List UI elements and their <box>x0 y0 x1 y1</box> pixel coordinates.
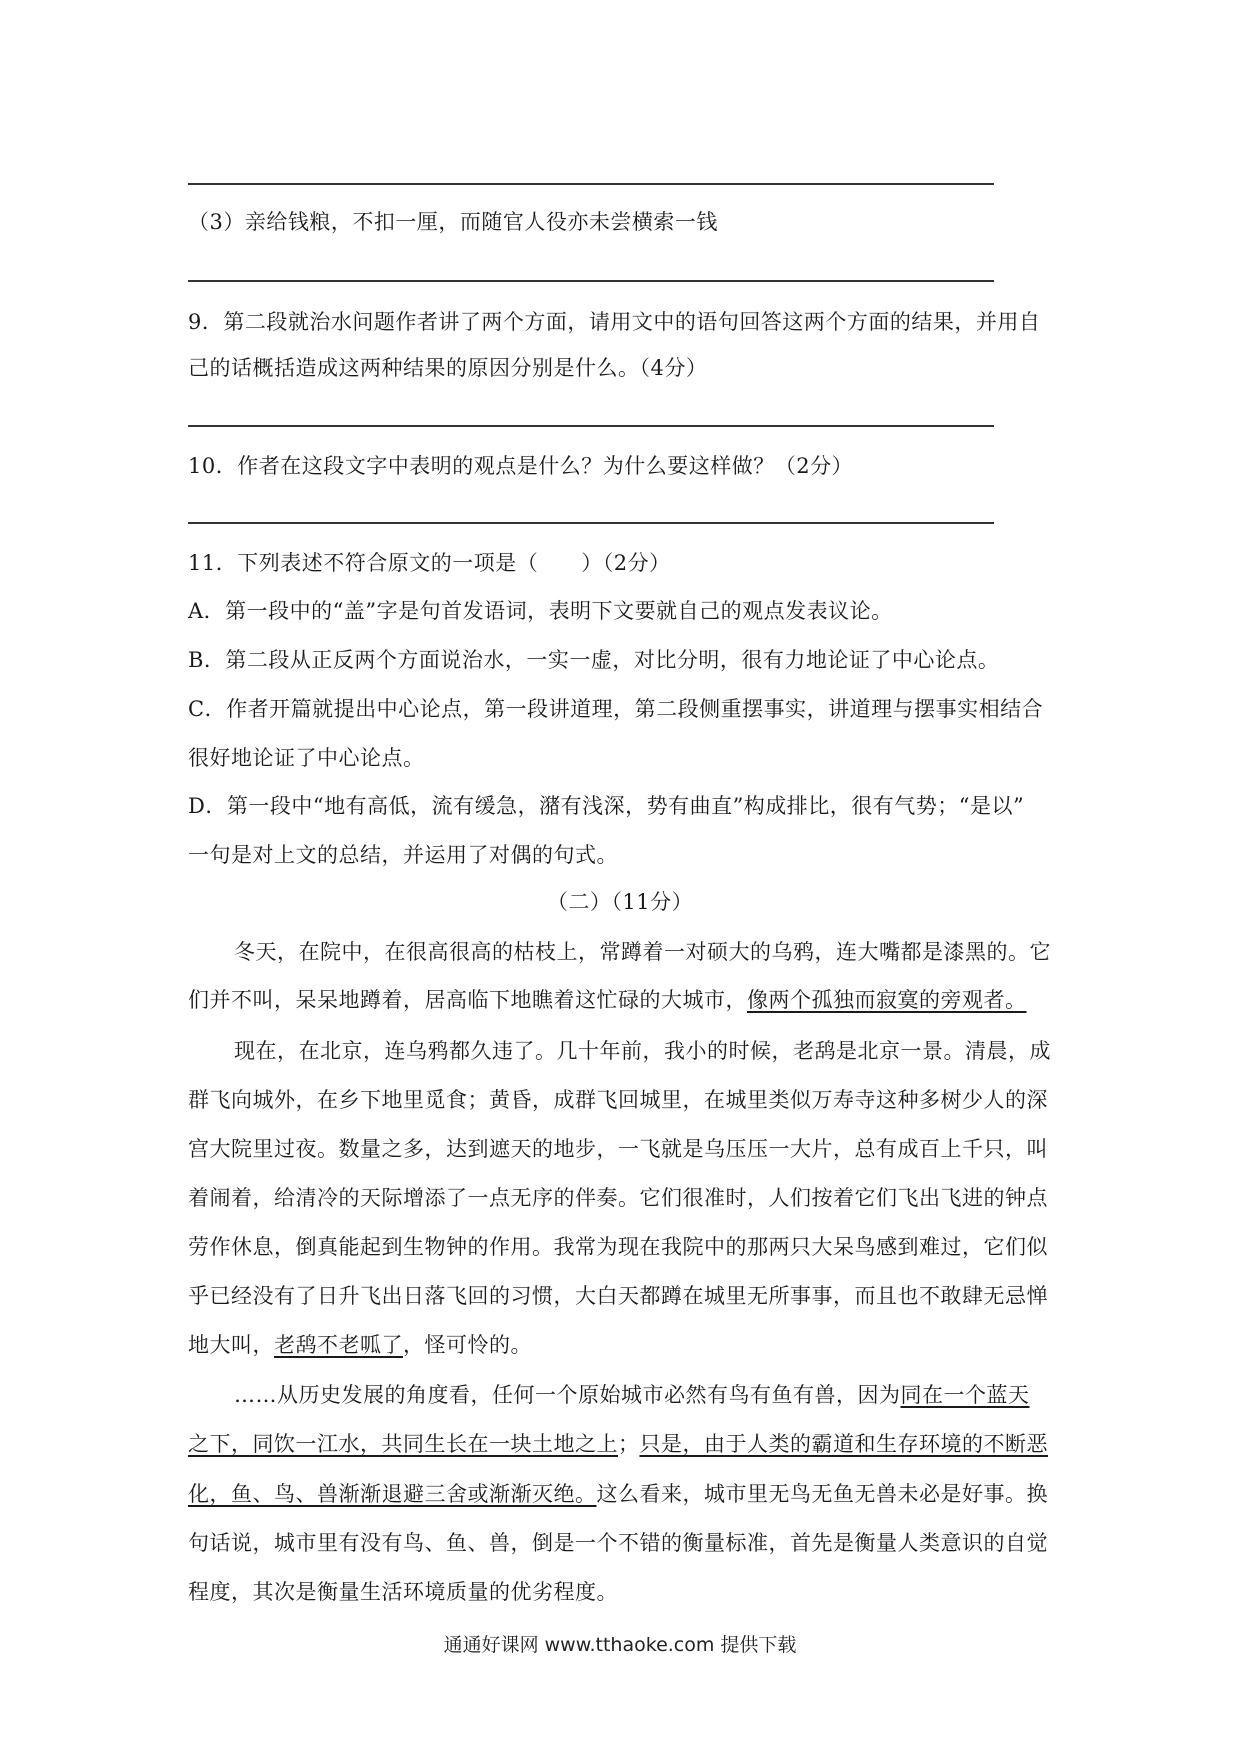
option-b: B．第二段从正反两个方面说治水，一实一虚，对比分明，很有力地论证了中心论点。 <box>188 648 1000 672</box>
footer: 通通好课网 www.tthaoke.com 提供下载 <box>443 1634 797 1656</box>
passage-p3-line-4: 句话说，城市里有没有鸟、鱼、兽，倒是一个不错的衡量标准，首先是衡量人类意识的自觉 <box>188 1531 1048 1555</box>
underlined-text: 同在一个蓝天 <box>900 1383 1030 1407</box>
passage-p2-line-4: 着闹着，给清冷的天际增添了一点无序的伴奏。它们很准时，人们按着它们飞出飞进的钟点 <box>188 1186 1048 1210</box>
passage-p2-line-7 <box>188 1330 532 1360</box>
text-span: ； <box>618 1432 640 1456</box>
answer-line-1 <box>188 183 994 185</box>
underlined-text: 像两个孤独而寂寞的旁观者。 <box>747 988 1027 1012</box>
text-span: ……从历史发展的角度看，任何一个原始城市必然有鸟有鱼有兽，因为 <box>234 1383 901 1407</box>
passage-p3-line-5: 程度，其次是衡量生活环境质量的优劣程度。 <box>188 1580 618 1604</box>
underlined-text: 之下，同饮一江水，共同生长在一块土地之上 <box>188 1432 618 1456</box>
text-span: ，怪可怜的。 <box>403 1333 532 1357</box>
passage-p2-line-5: 劳作休息，倒真能起到生物钟的作用。我常为现在我院中的那两只大呆鸟感到难过，它们似 <box>188 1235 1048 1259</box>
option-c-line-1: C．作者开篇就提出中心论点，第一段讲道理，第二段侧重摆事实，讲道理与摆事实相结合 <box>188 697 1044 721</box>
answer-line-3 <box>188 425 994 427</box>
passage-p2-line-1: 现在，在北京，连乌鸦都久违了。几十年前，我小的时候，老鸹是北京一景。清晨，成 <box>234 1039 1051 1063</box>
passage-p2-line-2: 群飞向城外，在乡下地里觅食；黄昏，成群飞回城里，在城里类似万寿寺这种多树少人的深 <box>188 1088 1048 1112</box>
text-span: 们并不叫，呆呆地蹲着，居高临下地瞧着这忙碌的大城市， <box>188 988 747 1012</box>
answer-line-4 <box>188 522 994 524</box>
question-9-line-1: 9．第二段就治水问题作者讲了两个方面，请用文中的语句回答这两个方面的结果，并用自 <box>188 310 1041 334</box>
passage-p3-line-3 <box>188 1479 1048 1509</box>
passage-p2-line-3: 宫大院里过夜。数量之多，达到遮天的地步，一飞就是乌压压一大片，总有成百上千只，叫 <box>188 1137 1048 1161</box>
text-span: 地大叫， <box>188 1333 274 1357</box>
passage-p1-line-2 <box>188 985 1027 1015</box>
passage-p2-line-6: 乎已经没有了日升飞出日落飞回的习惯，大白天都蹲在城里无所事事，而且也不敢肆无忌惮 <box>188 1284 1048 1308</box>
underlined-text: 化，鱼、鸟、兽渐渐退避三舍或渐渐灭绝。 <box>188 1482 597 1506</box>
question-8-3: （3）亲给钱粮，不扣一厘，而随官人役亦未尝横索一钱 <box>188 210 718 234</box>
passage-p3-line-2 <box>188 1429 1048 1459</box>
option-d-line-2: 一句是对上文的总结，并运用了对偶的句式。 <box>188 843 618 867</box>
text-span: 这么看来，城市里无鸟无鱼无兽未必是好事。换 <box>596 1482 1048 1506</box>
section-title: （二）（11分） <box>546 890 694 914</box>
passage-p1-line-1: 冬天，在院中，在很高很高的枯枝上，常蹲着一对硕大的乌鸦，连大嘴都是漆黑的。它 <box>234 940 1051 964</box>
question-11-stem: 11．下列表述不符合原文的一项是（ ）（2分） <box>188 551 671 575</box>
underlined-text: 老鸹不老呱了 <box>274 1333 403 1357</box>
option-c-line-2: 很好地论证了中心论点。 <box>188 746 425 770</box>
question-9-line-2: 己的话概括造成这两种结果的原因分别是什么。（4分） <box>188 356 708 380</box>
question-10: 10．作者在这段文字中表明的观点是什么？为什么要这样做？（2分） <box>188 454 854 478</box>
option-a: A．第一段中的“盖”字是句首发语词，表明下文要就自己的观点发表议论。 <box>188 599 893 623</box>
option-d-line-1: D．第一段中“地有高低，流有缓急，潴有浅深，势有曲直”构成排比，很有气势；“是以” <box>188 794 1025 818</box>
passage-p3-line-1 <box>234 1380 1030 1410</box>
underlined-text: 只是，由于人类的霸道和生存环境的不断恶 <box>639 1432 1048 1456</box>
answer-line-2 <box>188 280 994 282</box>
